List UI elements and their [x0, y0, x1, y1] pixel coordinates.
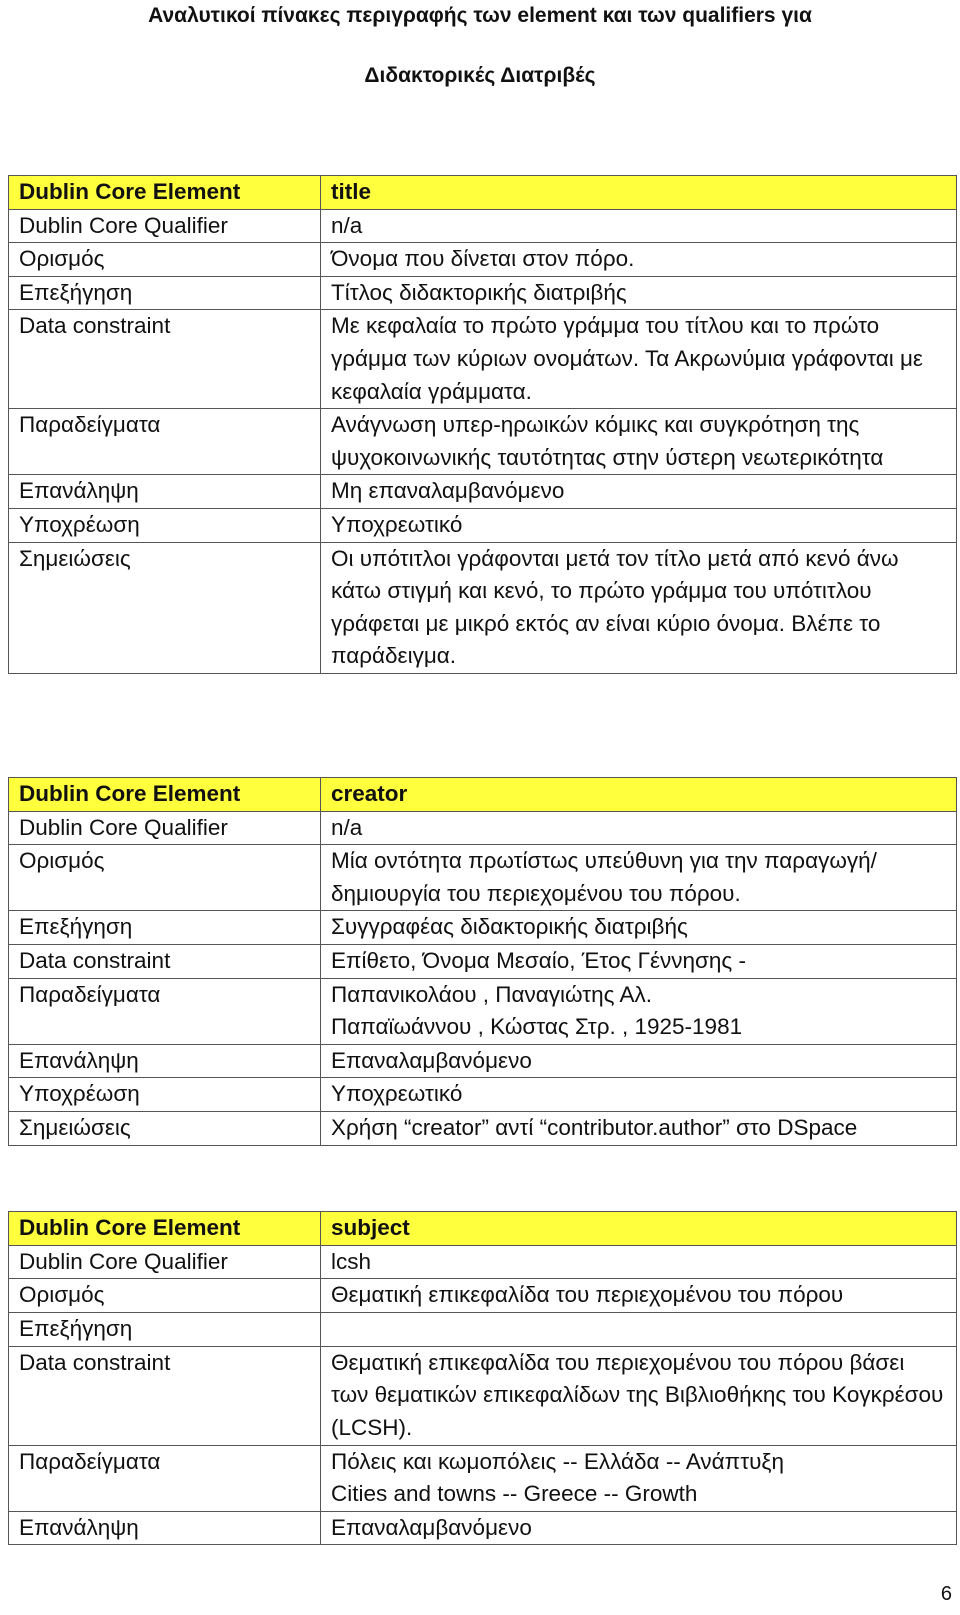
row-key: Dublin Core Qualifier: [9, 811, 321, 845]
row-value: Θεματική επικεφαλίδα του περιεχομένου του πόρου: [321, 1279, 957, 1313]
document-title-line-1: Αναλυτικοί πίνακες περιγραφής των element και των qualifiers για: [148, 4, 812, 27]
row-key: Υποχρέωση: [9, 1078, 321, 1112]
table-row: [9, 1511, 957, 1545]
page-number: 6: [940, 1583, 952, 1605]
row-value: lcsh: [321, 1245, 957, 1279]
table-row: [9, 1312, 957, 1346]
row-value: [321, 1312, 957, 1346]
row-value: n/a: [321, 811, 957, 845]
row-value: Χρήση “creator” αντί “contributor.author” στο DSpace: [321, 1111, 957, 1145]
table-row: [9, 276, 957, 310]
table-row: [9, 1044, 957, 1078]
row-key: Επανάληψη: [9, 1511, 321, 1545]
row-key: Dublin Core Qualifier: [9, 1245, 321, 1279]
document-title-line-2: Διδακτορικές Διατριβές: [364, 64, 596, 87]
example-line: Παπαϊωάννου , Κώστας Στρ. , 1925-1981: [331, 1014, 743, 1040]
row-value: creator: [321, 778, 957, 812]
metadata-table-title: [8, 175, 957, 674]
table-row: [9, 1279, 957, 1313]
row-value: Τίτλος διδακτορικής διατριβής: [321, 276, 957, 310]
row-key: Παραδείγματα: [9, 978, 321, 1044]
row-value: [321, 1445, 957, 1511]
row-key: Data constraint: [9, 1346, 321, 1445]
row-value: [321, 978, 957, 1044]
table-row: [9, 944, 957, 978]
row-value: Υποχρεωτικό: [321, 508, 957, 542]
row-value: Συγγραφέας διδακτορικής διατριβής: [321, 911, 957, 945]
row-key: Data constraint: [9, 944, 321, 978]
table-row: [9, 1245, 957, 1279]
row-value: Θεματική επικεφαλίδα του περιεχομένου του πόρου βάσει των θεματικών επικεφαλίδων της Βιβλιοθήκης του Κογκρέσου (LCSH).: [321, 1346, 957, 1445]
row-key: Dublin Core Element: [9, 176, 321, 210]
table-row: [9, 811, 957, 845]
table-row: [9, 1346, 957, 1445]
table-row: [9, 243, 957, 277]
row-key: Data constraint: [9, 310, 321, 409]
row-key: Επανάληψη: [9, 475, 321, 509]
example-line: Παπανικολάου , Παναγιώτης Αλ.: [331, 981, 653, 1007]
row-key: Ορισμός: [9, 243, 321, 277]
table-row: [9, 542, 957, 673]
row-key: Σημειώσεις: [9, 542, 321, 673]
row-key: Υποχρέωση: [9, 508, 321, 542]
row-key: Επεξήγηση: [9, 276, 321, 310]
row-key: Επεξήγηση: [9, 1312, 321, 1346]
table-row: [9, 1212, 957, 1246]
table-row: [9, 310, 957, 409]
table-row: [9, 1445, 957, 1511]
table-row: [9, 911, 957, 945]
metadata-table-subject: [8, 1211, 957, 1545]
row-value: Επαναλαμβανόμενο: [321, 1511, 957, 1545]
table-row: [9, 475, 957, 509]
table-row: [9, 409, 957, 475]
row-key: Επεξήγηση: [9, 911, 321, 945]
table-row: [9, 778, 957, 812]
row-value: Μία οντότητα πρωτίστως υπεύθυνη για την παραγωγή/ δημιουργία του περιεχομένου του πόρου.: [321, 845, 957, 911]
table-row: [9, 176, 957, 210]
metadata-table-creator: [8, 777, 957, 1146]
row-value: Όνομα που δίνεται στον πόρο.: [321, 243, 957, 277]
example-line: Πόλεις και κωμοπόλεις -- Ελλάδα -- Ανάπτυξη: [331, 1448, 784, 1474]
row-value: Με κεφαλαία το πρώτο γράμμα του τίτλου και το πρώτο γράμμα των κύριων ονομάτων. Τα Ακρωνύμια γράφονται με κεφαλαία γράμματα.: [321, 310, 957, 409]
row-value: title: [321, 176, 957, 210]
example-line: Cities and towns -- Greece -- Growth: [331, 1481, 698, 1507]
row-value: Επαναλαμβανόμενο: [321, 1044, 957, 1078]
row-key: Επανάληψη: [9, 1044, 321, 1078]
table-row: [9, 845, 957, 911]
row-value: Οι υπότιτλοι γράφονται μετά τον τίτλο μετά από κενό άνω κάτω στιγμή και κενό, το πρώτο γράμμα του υπότιτλου γράφεται με μικρό εκτός αν είναι κύριο όνομα. Βλέπε το παράδειγμα.: [321, 542, 957, 673]
row-value: Ανάγνωση υπερ-ηρωικών κόμικς και συγκρότηση της ψυχοκοινωνικής ταυτότητας στην ύστερη νεωτερικότητα: [321, 409, 957, 475]
table-row: [9, 978, 957, 1044]
table-row: [9, 209, 957, 243]
row-key: Dublin Core Element: [9, 1212, 321, 1246]
row-key: Dublin Core Element: [9, 778, 321, 812]
row-value: n/a: [321, 209, 957, 243]
row-value: Μη επαναλαμβανόμενο: [321, 475, 957, 509]
table-row: [9, 1111, 957, 1145]
row-value: subject: [321, 1212, 957, 1246]
table-row: [9, 508, 957, 542]
row-key: Παραδείγματα: [9, 409, 321, 475]
row-key: Ορισμός: [9, 845, 321, 911]
row-key: Ορισμός: [9, 1279, 321, 1313]
row-value: Υποχρεωτικό: [321, 1078, 957, 1112]
table-row: [9, 1078, 957, 1112]
row-key: Σημειώσεις: [9, 1111, 321, 1145]
row-key: Dublin Core Qualifier: [9, 209, 321, 243]
row-key: Παραδείγματα: [9, 1445, 321, 1511]
row-value: Επίθετο, Όνομα Μεσαίο, Έτος Γέννησης -: [321, 944, 957, 978]
